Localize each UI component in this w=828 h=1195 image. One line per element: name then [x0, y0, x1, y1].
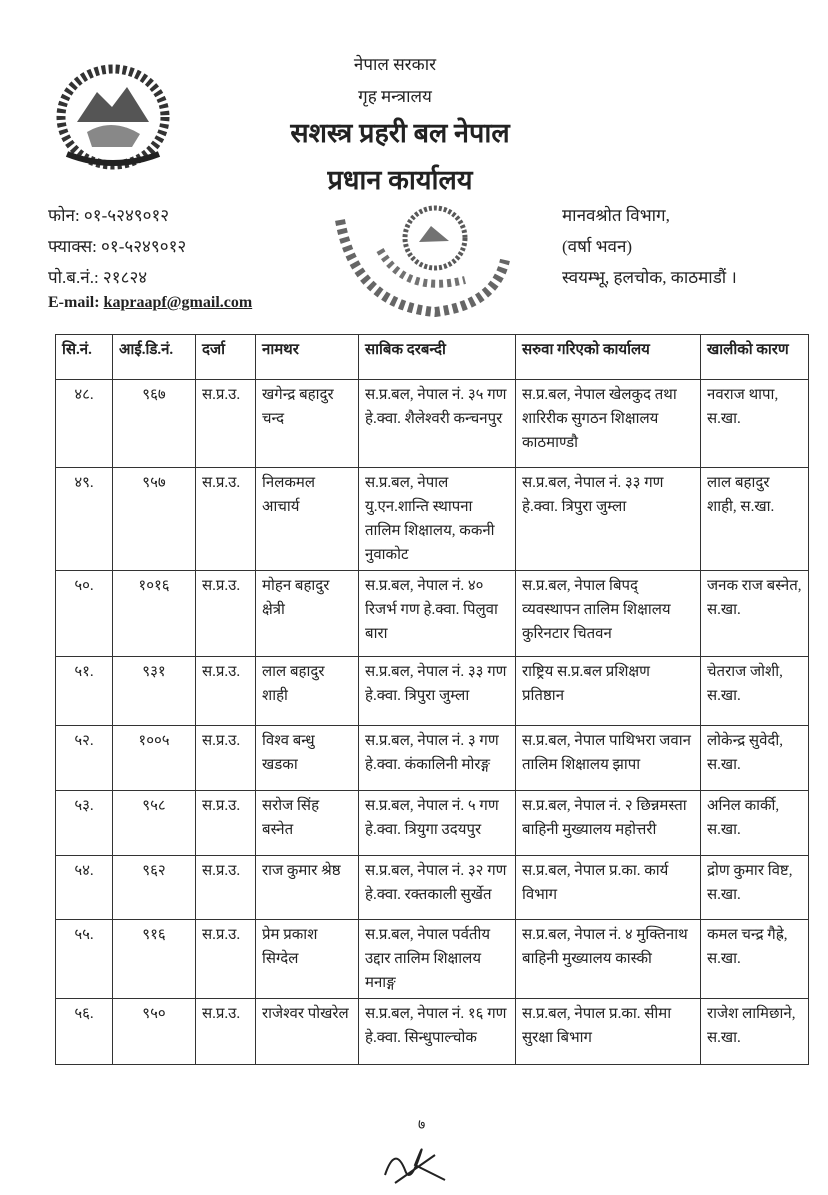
- vacancy-reason-cell: लोकेन्द्र सुवेदी, स.खा.: [701, 726, 809, 791]
- id-number-cell: ९५७: [113, 468, 196, 571]
- serial-number-cell: ५४.: [56, 856, 113, 920]
- rank-cell: स.प्र.उ.: [196, 999, 256, 1065]
- name-cell: विश्व बन्धु खडका: [256, 726, 359, 791]
- transferred-office-cell: स.प्र.बल, नेपाल खेलकुद तथा शारिरीक सुगठन शिक्षालय काठमाण्डौ: [516, 380, 701, 468]
- previous-posting-cell: स.प्र.बल, नेपाल यु.एन.शान्ति स्थापना तालिम शिक्षालय, ककनी नुवाकोट: [359, 468, 516, 571]
- office-address: स्वयम्भू, हलचोक, काठमाडौं ।: [562, 268, 737, 287]
- serial-number-cell: ४९.: [56, 468, 113, 571]
- building-name: (वर्षा भवन): [562, 237, 633, 256]
- email-line: [48, 294, 252, 312]
- serial-number-cell: ५६.: [56, 999, 113, 1065]
- table-row: [56, 999, 809, 1065]
- name-cell: लाल बहादुर शाही: [256, 657, 359, 726]
- column-header: आई.डि.नं.: [113, 335, 196, 380]
- rank-cell: स.प्र.उ.: [196, 726, 256, 791]
- vacancy-reason-cell: कमल चन्द्र गैह्रे, स.खा.: [701, 920, 809, 999]
- transferred-office-cell: स.प्र.बल, नेपाल नं. ४ मुक्तिनाथ बाहिनी मुख्यालय कास्की: [516, 920, 701, 999]
- column-header: सि.नं.: [56, 335, 113, 380]
- vacancy-reason-cell: राजेश लामिछाने, स.खा.: [701, 999, 809, 1065]
- previous-posting-cell: स.प्र.बल, नेपाल नं. ५ गण हे.क्वा. त्रियुगा उदयपुर: [359, 791, 516, 856]
- serial-number-cell: ५०.: [56, 571, 113, 657]
- transfer-table: [55, 334, 809, 1065]
- rank-cell: स.प्र.उ.: [196, 380, 256, 468]
- vacancy-reason-cell: चेतराज जोशी, स.खा.: [701, 657, 809, 726]
- id-number-cell: ९६७: [113, 380, 196, 468]
- previous-posting-cell: स.प्र.बल, नेपाल नं. ३५ गण हे.क्वा. शैलेश्वरी कन्चनपुर: [359, 380, 516, 468]
- name-cell: राजेश्वर पोखरेल: [256, 999, 359, 1065]
- serial-number-cell: ५१.: [56, 657, 113, 726]
- fax-number: फ्याक्स: ०१-५२४९०१२: [48, 237, 187, 256]
- office-stamp: [325, 200, 515, 318]
- organization-name: सशस्त्र प्रहरी बल नेपाल: [290, 118, 510, 148]
- rank-cell: स.प्र.उ.: [196, 791, 256, 856]
- table-header-row: [56, 335, 809, 380]
- email-label: E-mail:: [48, 294, 104, 311]
- name-cell: सरोज सिंह बस्नेत: [256, 791, 359, 856]
- previous-posting-cell: स.प्र.बल, नेपाल नं. ४० रिजर्भ गण हे.क्वा. पिलुवा बारा: [359, 571, 516, 657]
- serial-number-cell: ५३.: [56, 791, 113, 856]
- government-emblem-logo: [52, 62, 174, 172]
- table-row: [56, 571, 809, 657]
- table-row: [56, 920, 809, 999]
- rank-cell: स.प्र.उ.: [196, 856, 256, 920]
- rank-cell: स.प्र.उ.: [196, 657, 256, 726]
- rank-cell: स.प्र.उ.: [196, 571, 256, 657]
- transferred-office-cell: स.प्र.बल, नेपाल प्र.का. कार्य विभाग: [516, 856, 701, 920]
- id-number-cell: १०१६: [113, 571, 196, 657]
- name-cell: मोहन बहादुर क्षेत्री: [256, 571, 359, 657]
- transferred-office-cell: स.प्र.बल, नेपाल नं. ३३ गण हे.क्वा. त्रिपुरा जुम्ला: [516, 468, 701, 571]
- transferred-office-cell: स.प्र.बल, नेपाल बिपद् व्यवस्थापन तालिम शिक्षालय कुरिनटार चितवन: [516, 571, 701, 657]
- transferred-office-cell: स.प्र.बल, नेपाल पाथिभरा जवान तालिम शिक्षालय झापा: [516, 726, 701, 791]
- serial-number-cell: ४८.: [56, 380, 113, 468]
- column-header: दर्जा: [196, 335, 256, 380]
- transferred-office-cell: राष्ट्रिय स.प्र.बल प्रशिक्षण प्रतिष्ठान: [516, 657, 701, 726]
- vacancy-reason-cell: लाल बहादुर शाही, स.खा.: [701, 468, 809, 571]
- table-row: [56, 726, 809, 791]
- table-row: [56, 468, 809, 571]
- table-row: [56, 380, 809, 468]
- ministry-name: गृह मन्त्रालय: [358, 87, 432, 106]
- previous-posting-cell: स.प्र.बल, नेपाल पर्वतीय उद्दार तालिम शिक्षालय मनाङ्ग: [359, 920, 516, 999]
- column-header: खालीको कारण: [701, 335, 809, 380]
- id-number-cell: ९५८: [113, 791, 196, 856]
- column-header: सरुवा गरिएको कार्यालय: [516, 335, 701, 380]
- name-cell: राज कुमार श्रेष्ठ: [256, 856, 359, 920]
- id-number-cell: ९३१: [113, 657, 196, 726]
- department-name: मानवश्रोत विभाग,: [562, 206, 670, 225]
- vacancy-reason-cell: नवराज थापा, स.खा.: [701, 380, 809, 468]
- table-row: [56, 791, 809, 856]
- page-number: ७: [418, 1118, 426, 1133]
- signature: [375, 1135, 455, 1190]
- serial-number-cell: ५५.: [56, 920, 113, 999]
- table-row: [56, 657, 809, 726]
- id-number-cell: १००५: [113, 726, 196, 791]
- column-header: साबिक दरबन्दी: [359, 335, 516, 380]
- previous-posting-cell: स.प्र.बल, नेपाल नं. ३२ गण हे.क्वा. रक्तकाली सुर्खेत: [359, 856, 516, 920]
- office-name: प्रधान कार्यालय: [327, 165, 473, 195]
- rank-cell: स.प्र.उ.: [196, 920, 256, 999]
- transferred-office-cell: स.प्र.बल, नेपाल प्र.का. सीमा सुरक्षा बिभाग: [516, 999, 701, 1065]
- previous-posting-cell: स.प्र.बल, नेपाल नं. ३३ गण हे.क्वा. त्रिपुरा जुम्ला: [359, 657, 516, 726]
- po-box: पो.ब.नं.: २१८२४: [48, 268, 148, 287]
- id-number-cell: ९५०: [113, 999, 196, 1065]
- id-number-cell: ९६२: [113, 856, 196, 920]
- transferred-office-cell: स.प्र.बल, नेपाल नं. २ छिन्नमस्ता बाहिनी मुख्यालय महोत्तरी: [516, 791, 701, 856]
- id-number-cell: ९१६: [113, 920, 196, 999]
- name-cell: निलकमल आचार्य: [256, 468, 359, 571]
- table-row: [56, 856, 809, 920]
- serial-number-cell: ५२.: [56, 726, 113, 791]
- vacancy-reason-cell: जनक राज बस्नेत, स.खा.: [701, 571, 809, 657]
- rank-cell: स.प्र.उ.: [196, 468, 256, 571]
- government-name: नेपाल सरकार: [353, 55, 437, 74]
- vacancy-reason-cell: द्रोण कुमार विष्ट, स.खा.: [701, 856, 809, 920]
- email-link[interactable]: kapraapf@gmail.com: [103, 294, 253, 311]
- vacancy-reason-cell: अनिल कार्की, स.खा.: [701, 791, 809, 856]
- previous-posting-cell: स.प्र.बल, नेपाल नं. ३ गण हे.क्वा. कंकालिनी मोरङ्ग: [359, 726, 516, 791]
- name-cell: खगेन्द्र बहादुर चन्द: [256, 380, 359, 468]
- column-header: नामथर: [256, 335, 359, 380]
- previous-posting-cell: स.प्र.बल, नेपाल नं. १६ गण हे.क्वा. सिन्धुपाल्चोक: [359, 999, 516, 1065]
- phone-number: फोन: ०१-५२४९०१२: [48, 206, 170, 225]
- name-cell: प्रेम प्रकाश सिग्देल: [256, 920, 359, 999]
